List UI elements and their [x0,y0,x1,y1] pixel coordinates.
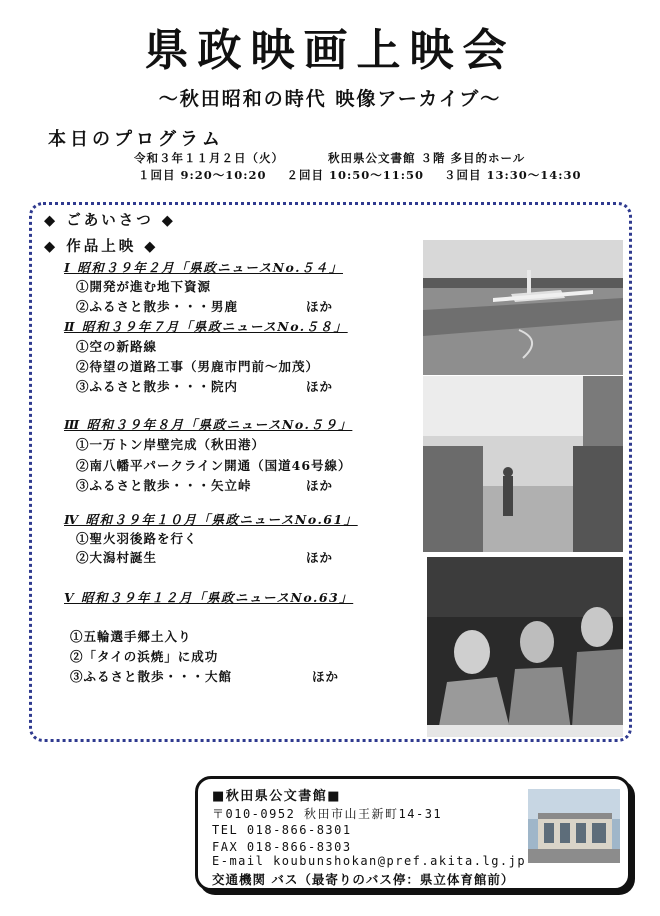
event-venue: 秋田県公文書館 ３階 多目的ホール [328,151,526,165]
part-1-hoka: ほか [306,299,334,314]
part-5-title: Ⅴ 昭和３９年１２月「県政ニュースNo.63」 [64,590,354,605]
building-photo [528,789,620,863]
session-1: １回目 9:20～10:20 [138,168,267,182]
fax: FAX 018-866-8303 [212,840,352,854]
part-5-item-3: ③ふるさと散歩・・・大館 [70,669,233,684]
tel: TEL 018-866-8301 [212,823,352,837]
page-subtitle: ～秋田昭和の時代 映像アーカイブ～ [158,88,502,110]
page-title: 県政映画上映会 [144,25,516,76]
event-date: 令和３年１１月２日（火） [134,151,284,165]
part-5-item-1: ①五輪選手郷土入り [70,629,192,644]
program-heading: 本日のプログラム [48,129,224,150]
contact-box [195,776,631,891]
part-4-item-2: ②大潟村誕生 [76,550,158,565]
part-5-hoka: ほか [312,669,340,684]
part-1-title: Ⅰ 昭和３９年２月「県政ニュースNo.５４」 [64,260,343,275]
part-3-item-3: ③ふるさと散歩・・・矢立峠 [76,478,252,493]
address: 〒010-0952 秋田市山王新町14-31 [212,807,443,821]
part-5-item-2: ②「タイの浜焼」に成功 [70,649,219,664]
part-3-item-2: ②南八幡平パークライン開通（国道46号線） [76,458,352,473]
airplane-photo [423,240,623,375]
session-3: ３回目 13:30～14:30 [444,168,582,182]
part-2-item-2: ②待望の道路工事（男鹿市門前～加茂） [76,359,320,374]
email: E-mail koubunshokan@pref.akita.lg.jp [212,854,527,868]
greeting-heading: ◆ ごあいさつ ◆ [44,212,176,229]
part-2-title: Ⅱ 昭和３９年７月「県政ニュースNo.５８」 [64,319,348,334]
part-1-item-2: ②ふるさと散歩・・・男鹿 [76,299,239,314]
session-2: ２回目 10:50～11:50 [286,168,425,182]
org-name: ■秋田県公文書館■ [212,789,342,804]
part-4-title: Ⅳ 昭和３９年１０月「県政ニュースNo.61」 [64,512,358,527]
olympic-athletes-photo [427,557,623,737]
part-3-item-1: ①一万トン岸壁完成（秋田港） [76,437,266,452]
part-2-hoka: ほか [306,379,334,394]
part-3-hoka: ほか [306,478,334,493]
part-4-hoka: ほか [306,550,334,565]
part-3-title: Ⅲ 昭和３９年８月「県政ニュースNo.５９」 [64,417,353,432]
session-times [138,167,602,183]
part-4-item-1: ①聖火羽後路を行く [76,531,198,546]
torch-relay-photo [423,376,623,552]
part-2-item-1: ①空の新路線 [76,339,158,354]
part-1-item-1: ①開発が進む地下資源 [76,279,212,294]
screening-heading: ◆ 作品上映 ◆ [44,238,159,255]
date-venue-line [134,150,525,166]
access-info: 交通機関 バス（最寄りのバス停：県立体育館前） [212,872,515,887]
part-2-item-3: ③ふるさと散歩・・・院内 [76,379,239,394]
